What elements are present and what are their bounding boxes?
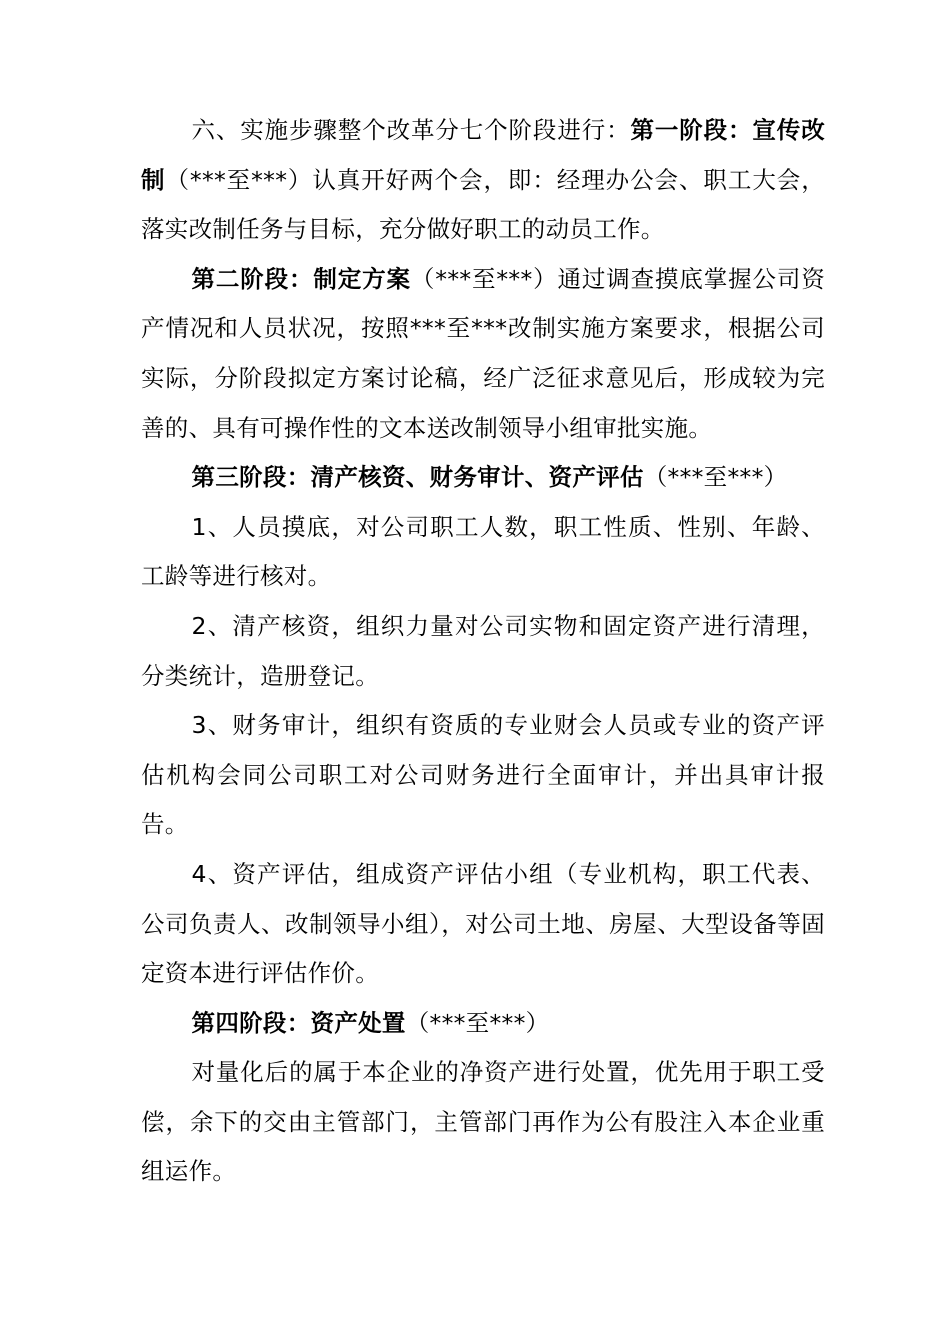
stage-2-title: 第二阶段：制定方案	[191, 264, 411, 293]
paragraph-stage-4	[141, 999, 825, 1049]
paragraph-stage-3	[141, 453, 825, 503]
stage-3-title: 第三阶段：清产核资、财务审计、资产评估	[191, 463, 644, 492]
paragraph-stage-1	[141, 106, 825, 255]
document-page	[141, 106, 825, 1197]
stage-4-title: 第四阶段：资产处置	[191, 1008, 406, 1037]
list-item-2: 2、清产核资，组织力量对公司实物和固定资产进行清理，分类统计，造册登记。	[141, 611, 825, 690]
paragraph-stage-2	[141, 255, 825, 453]
stage-1-text: （***至***）认真开好两个会，即：经理办公会、职工大会，落实改制任务与目标，充分做好职工的动员工作。	[141, 165, 825, 244]
list-item-3: 3、财务审计，组织有资质的专业财会人员或专业的资产评估机构会同公司职工对公司财务进行全面审计，并出具审计报告。	[141, 711, 825, 839]
intro-text: 六、实施步骤整个改革分七个阶段进行：	[191, 116, 631, 144]
list-item-4: 4、资产评估，组成资产评估小组（专业机构，职工代表、公司负责人、改制领导小组），对公司土地、房屋、大型设备等固定资本进行评估作价。	[141, 859, 825, 988]
stage-3-text: （***至***）	[643, 463, 788, 492]
list-item-1: 1、人员摸底，对公司职工人数，职工性质、性别、年龄、工龄等进行核对。	[141, 512, 825, 591]
paragraph-stage-4-body: 对量化后的属于本企业的净资产进行处置，优先用于职工受偿，余下的交由主管部门，主管部门再作为公有股注入本企业重组运作。	[141, 1058, 825, 1186]
stage-2-text: （***至***）通过调查摸底掌握公司资产情况和人员状况，按照***至***改制实施方案要求，根据公司实际，分阶段拟定方案讨论稿，经广泛征求意见后，形成较为完善的、具有可操作性的文本送改制领导小组审批实施。	[141, 264, 826, 442]
stage-1-title: 第一阶段：宣传改制	[141, 116, 825, 194]
stage-4-text: （***至***）	[405, 1008, 550, 1037]
